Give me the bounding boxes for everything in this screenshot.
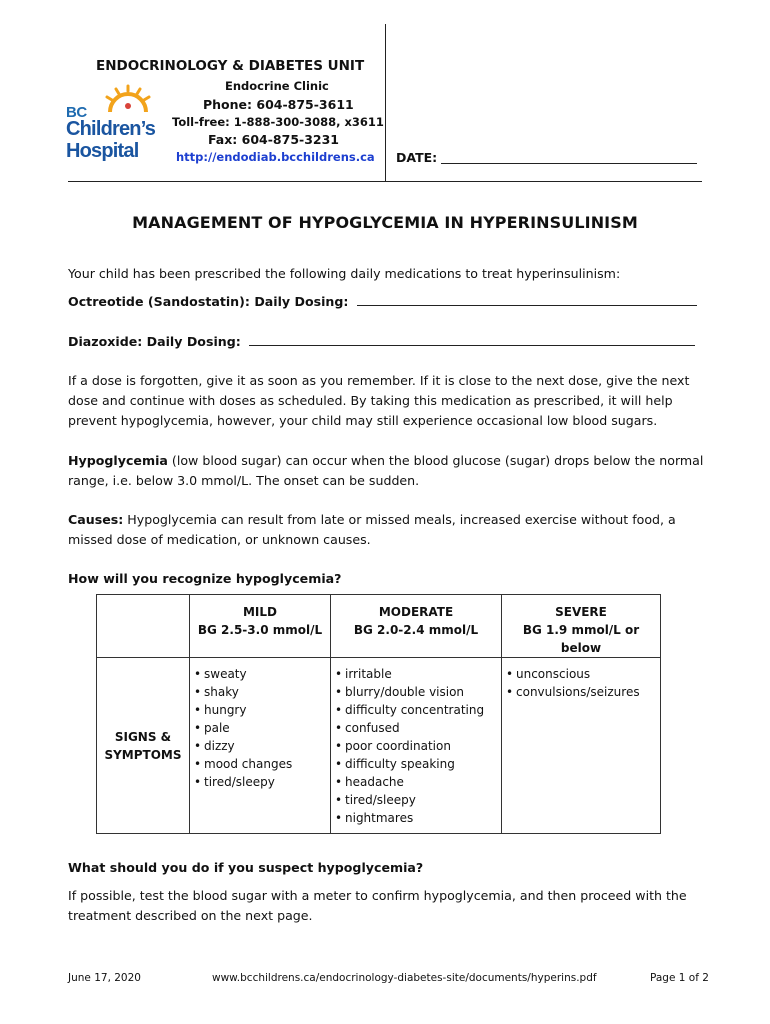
hypoglycemia-definition	[68, 451, 708, 491]
list-item: • headache	[335, 773, 501, 791]
logo-hospital: Hospital	[66, 140, 139, 162]
fax-number: Fax: 604-875-3231	[208, 132, 340, 147]
unit-name: ENDOCRINOLOGY & DIABETES UNIT	[96, 58, 365, 74]
diazoxide-dosing-row	[68, 332, 708, 352]
severe-symptoms-list	[502, 658, 660, 707]
list-item: • sweaty	[194, 665, 330, 683]
empty-header-cell	[97, 595, 190, 658]
page-number: Page 1 of 2	[650, 972, 709, 984]
list-item: • shaky	[194, 683, 330, 701]
causes-paragraph	[68, 510, 708, 550]
moderate-symptoms-list	[331, 658, 501, 833]
recognize-heading: How will you recognize hypoglycemia?	[68, 571, 342, 586]
list-item: • mood changes	[194, 755, 330, 773]
list-item: • pale	[194, 719, 330, 737]
moderate-range: BG 2.0-2.4 mmol/L	[353, 623, 479, 637]
sun-icon	[104, 84, 152, 114]
missed-dose-text: If a dose is forgotten, give it as soon as you remember. If it is close to the next dose, give the next dose and continue with doses as scheduled. By taking this medication as prescribed, it will help prevent hypoglycemia, however, your child may still experience occasional low blood sugars.	[68, 373, 690, 428]
bc-childrens-hospital-logo	[66, 84, 162, 170]
list-item: • irritable	[335, 665, 501, 683]
list-item: • convulsions/seizures	[506, 683, 660, 701]
row-label-line-2: SYMPTOMS	[104, 747, 182, 762]
list-item: • nightmares	[335, 809, 501, 827]
list-item: • hungry	[194, 701, 330, 719]
mild-name: MILD	[242, 605, 277, 619]
website-link[interactable]: http://endodiab.bcchildrens.ca	[176, 150, 375, 164]
causes-text: Hypoglycemia can result from late or missed meals, increased exercise without food, a missed dose of medication, or unknown causes.	[68, 512, 676, 547]
table-row	[97, 658, 661, 834]
list-item: • poor coordination	[335, 737, 501, 755]
list-item: • difficulty concentrating	[335, 701, 501, 719]
severe-range: BG 1.9 mmol/L or below	[522, 623, 640, 655]
intro-text: Your child has been prescribed the following daily medications to treat hyperinsulinism:	[68, 266, 621, 281]
list-item: • confused	[335, 719, 501, 737]
header-vertical-divider	[385, 24, 386, 182]
list-item: • unconscious	[506, 665, 660, 683]
row-label-line-1: SIGNS &	[114, 729, 172, 744]
moderate-header	[331, 595, 502, 658]
date-field[interactable]	[441, 163, 697, 164]
octreotide-dosing-field[interactable]	[357, 293, 697, 306]
moderate-name: MODERATE	[378, 605, 454, 619]
suspect-heading: What should you do if you suspect hypoglycemia?	[68, 860, 424, 875]
list-item: • tired/sleepy	[335, 791, 501, 809]
date-label: DATE:	[396, 150, 438, 165]
diazoxide-dosing-field[interactable]	[249, 333, 695, 346]
page-title: MANAGEMENT OF HYPOGLYCEMIA IN HYPERINSULINISM	[132, 213, 638, 232]
moderate-symptoms-cell	[331, 658, 502, 834]
hypoglycemia-text: (low blood sugar) can occur when the blood glucose (sugar) drops below the normal range, i.e. below 3.0 mmol/L. The onset can be sudden.	[68, 453, 704, 488]
mild-range: BG 2.5-3.0 mmol/L	[197, 623, 323, 637]
octreotide-label: Octreotide (Sandostatin): Daily Dosing:	[68, 294, 349, 309]
suspect-text: If possible, test the blood sugar with a meter to confirm hypoglycemia, and then proceed with the treatment described on the next page.	[68, 888, 687, 923]
mild-header	[190, 595, 331, 658]
list-item: • dizzy	[194, 737, 330, 755]
severe-symptoms-cell	[502, 658, 661, 834]
phone-number: Phone: 604-875-3611	[203, 97, 354, 112]
hypoglycemia-term: Hypoglycemia	[68, 453, 168, 468]
octreotide-dosing-row	[68, 292, 708, 312]
mild-symptoms-list	[190, 658, 330, 797]
footer-url[interactable]: www.bcchildrens.ca/endocrinology-diabetes-site/documents/hyperins.pdf	[212, 972, 597, 984]
logo-childrens: Children’s	[66, 118, 156, 140]
header-horizontal-divider	[68, 181, 702, 182]
signs-symptoms-label	[97, 658, 190, 834]
list-item: • blurry/double vision	[335, 683, 501, 701]
clinic-name: Endocrine Clinic	[225, 79, 329, 93]
list-item: • tired/sleepy	[194, 773, 330, 791]
footer-date: June 17, 2020	[68, 972, 141, 984]
causes-term: Causes:	[68, 512, 124, 527]
logo-bc: BC	[66, 104, 87, 121]
table-header-row	[97, 595, 661, 658]
tollfree-number: Toll-free: 1-888-300-3088, x3611	[172, 115, 384, 129]
diazoxide-label: Diazoxide: Daily Dosing:	[68, 334, 241, 349]
severe-name: SEVERE	[555, 605, 607, 619]
list-item: • difficulty speaking	[335, 755, 501, 773]
mild-symptoms-cell	[190, 658, 331, 834]
severe-header	[502, 595, 661, 658]
symptoms-table	[96, 594, 661, 834]
